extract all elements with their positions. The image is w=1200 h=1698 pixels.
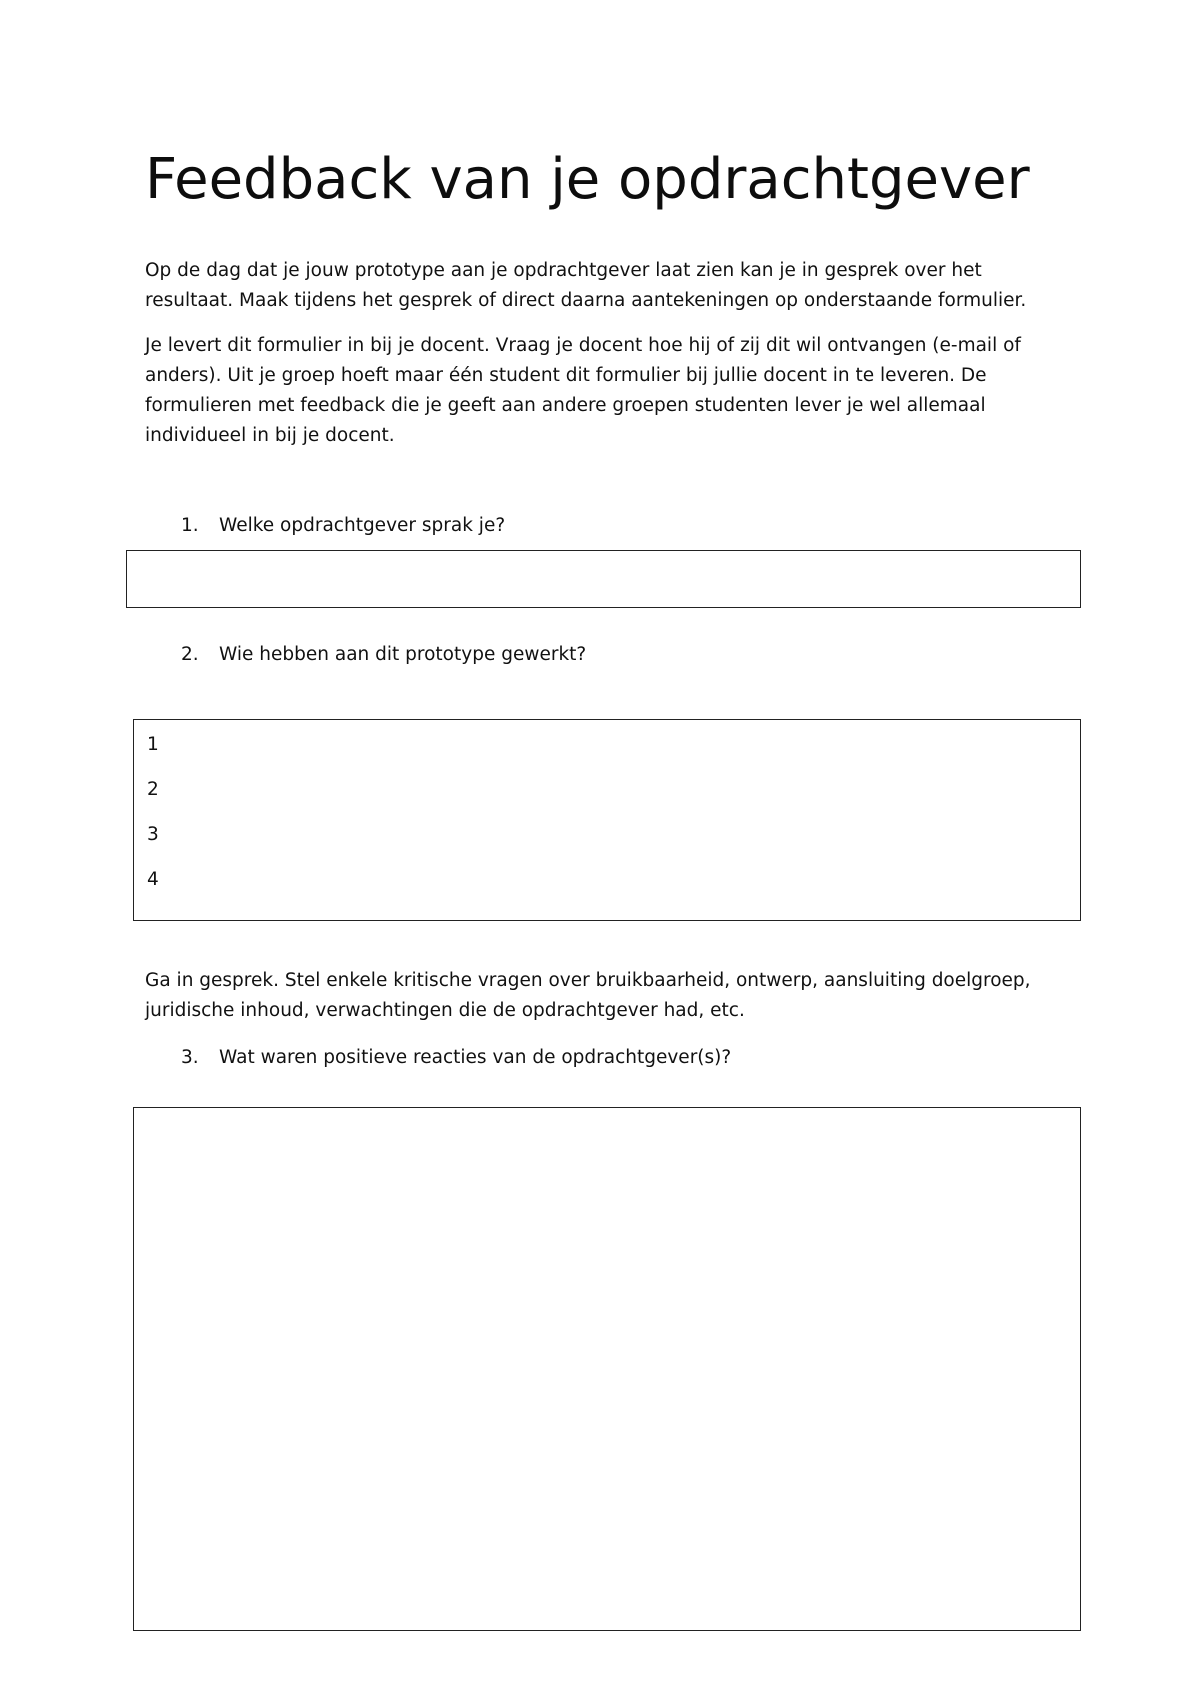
team-member-line-1: 1 bbox=[147, 734, 159, 755]
answer-box-team-members[interactable] bbox=[133, 719, 1081, 921]
question-1 bbox=[145, 511, 505, 541]
submission-paragraph: Je levert dit formulier in bij je docent. Vraag je docent hoe hij of zij dit wil ontvangen (e-mail of anders). Uit je groep hoeft maar één student dit formulier bij jullie docent in te leveren. De formulieren met feedback die je geeft aan andere groepen studenten lever je wel allemaal individueel in bij je docent. bbox=[145, 335, 1021, 446]
intro-paragraph: Op de dag dat je jouw prototype aan je opdrachtgever laat zien kan je in gesprek over het resultaat. Maak tijdens het gesprek of direct daarna aantekeningen op onderstaande formulier. bbox=[145, 260, 1027, 311]
question-3-number: 3. bbox=[181, 1047, 199, 1068]
question-2 bbox=[145, 640, 586, 670]
answer-box-client[interactable] bbox=[126, 550, 1081, 608]
team-member-line-4: 4 bbox=[147, 869, 159, 890]
answer-box-positive-reactions[interactable] bbox=[133, 1107, 1081, 1631]
page-title: Feedback van je opdrachtgever bbox=[145, 147, 1030, 212]
question-3-text: Wat waren positieve reacties van de opdrachtgever(s)? bbox=[219, 1047, 732, 1068]
question-1-number: 1. bbox=[181, 515, 199, 536]
question-2-number: 2. bbox=[181, 644, 199, 665]
team-member-line-3: 3 bbox=[147, 824, 159, 845]
question-1-text: Welke opdrachtgever sprak je? bbox=[219, 515, 506, 536]
instruction-paragraph: Ga in gesprek. Stel enkele kritische vragen over bruikbaarheid, ontwerp, aansluiting doelgroep, juridische inhoud, verwachtingen die de opdrachtgever had, etc. bbox=[145, 970, 1031, 1021]
question-3 bbox=[145, 1043, 731, 1073]
question-2-text: Wie hebben aan dit prototype gewerkt? bbox=[219, 644, 587, 665]
team-member-line-2: 2 bbox=[147, 779, 159, 800]
